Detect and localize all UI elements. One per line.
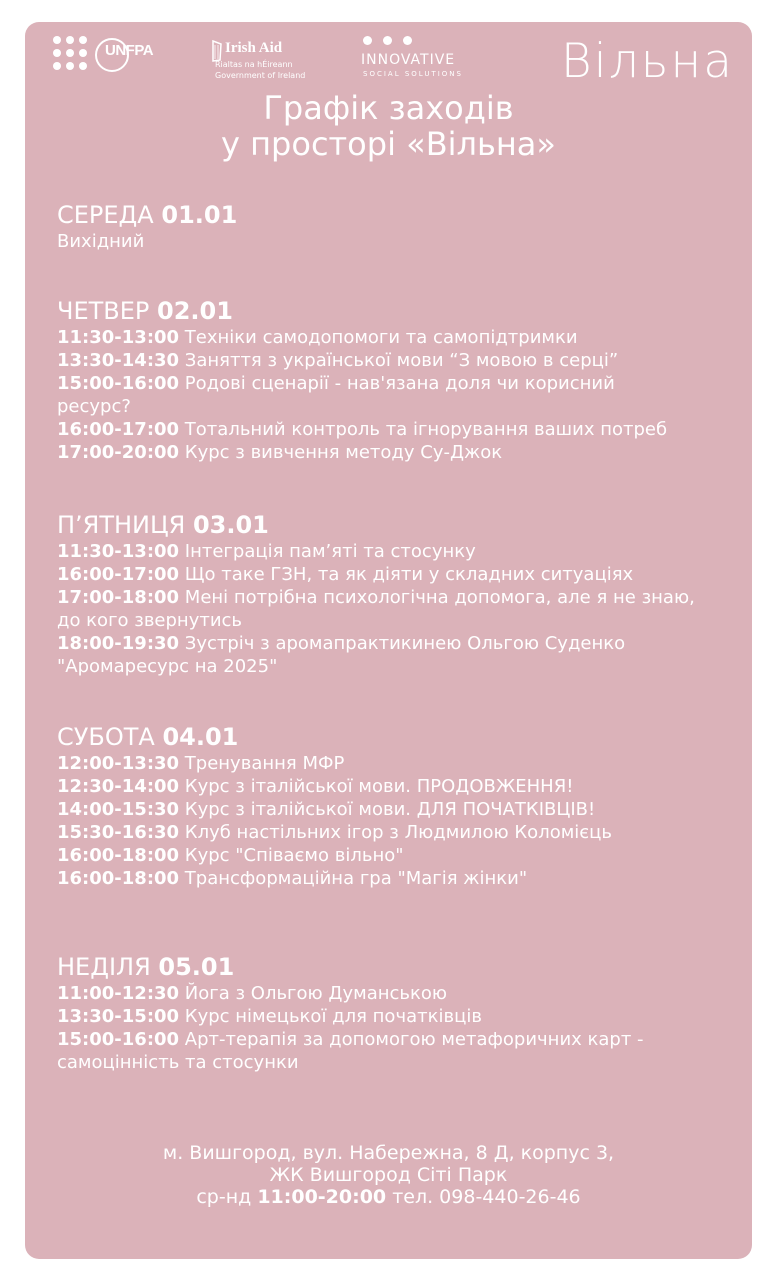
- event-title: Родові сценарії - нав'язана доля чи корисний: [184, 373, 615, 394]
- day-heading: [57, 296, 737, 326]
- day-heading: [57, 510, 737, 540]
- event-title: Тренування МФР: [184, 753, 345, 774]
- day-name: СУБОТА: [57, 723, 155, 751]
- hours-line: [25, 1186, 752, 1208]
- event-item: [57, 844, 737, 867]
- event-item: [57, 441, 737, 464]
- event-title-cont: до кого звернутись: [57, 610, 243, 631]
- event-item: [57, 326, 737, 349]
- logo-row: [25, 22, 752, 92]
- irish-aid-line3: Government of Ireland: [215, 71, 306, 80]
- event-title: Арт-терапія за допомогою метафоричних карт -: [184, 1029, 644, 1050]
- day-name: СЕРЕДА: [57, 201, 154, 229]
- dots-icon: [53, 36, 97, 80]
- address-line-1: м. Вишгород, вул. Набережна, 8 Д, корпус 3,: [162, 1142, 615, 1164]
- day-date: 04.01: [162, 723, 239, 751]
- event-time: 12:00-13:30: [57, 753, 180, 774]
- open-days: ср-нд: [196, 1186, 252, 1208]
- event-time: 13:30-15:00: [57, 1006, 180, 1027]
- day-note: Вихідний: [57, 231, 145, 252]
- day-name: ЧЕТВЕР: [57, 297, 150, 325]
- event-item: [57, 349, 737, 372]
- dot-icon: [403, 36, 412, 45]
- day-section: [57, 510, 737, 678]
- day-section: [57, 296, 737, 464]
- event-item: [57, 752, 737, 775]
- day-name: НЕДІЛЯ: [57, 953, 151, 981]
- event-title: Заняття з української мови “З мовою в серці”: [184, 350, 619, 371]
- address-line-2: ЖК Вишгород Сіті Парк: [269, 1164, 508, 1186]
- event-time: 11:30-13:00: [57, 327, 180, 348]
- event-time: 15:00-16:00: [57, 373, 180, 394]
- event-time: 11:30-13:00: [57, 541, 180, 562]
- dot-icon: [383, 36, 392, 45]
- page-title: [25, 90, 752, 162]
- event-item: [57, 632, 737, 678]
- event-title: Курс з італійської мови. ПРОДОВЖЕННЯ!: [184, 776, 574, 797]
- brand-logo: Вільна: [560, 34, 734, 89]
- event-item: [57, 563, 737, 586]
- day-date: 02.01: [157, 297, 233, 325]
- event-title: Інтеграція пам’яті та стосунку: [184, 541, 476, 562]
- phone: тел. 098-440-26-46: [392, 1186, 581, 1208]
- title-line-1: Графік заходів: [263, 89, 514, 127]
- event-title: Курс з італійської мови. ДЛЯ ПОЧАТКІВЦІВ!: [184, 799, 596, 820]
- open-hours: 11:00-20:00: [257, 1186, 387, 1208]
- day-section: [57, 200, 737, 253]
- event-time: 13:30-14:30: [57, 350, 180, 371]
- innovative-name: INNOVATIVE: [361, 52, 456, 68]
- event-item: [57, 867, 737, 890]
- event-title: Курс "Співаємо вільно": [184, 845, 404, 866]
- event-time: 17:00-20:00: [57, 442, 180, 463]
- day-name: П’ЯТНИЦЯ: [57, 511, 186, 539]
- event-time: 16:00-18:00: [57, 845, 180, 866]
- irish-aid-line2: Rialtas na hÉireann: [215, 60, 293, 69]
- dot-icon: [363, 36, 372, 45]
- event-title-cont: "Аромаресурс на 2025": [57, 656, 278, 677]
- event-title: Тотальний контроль та ігнорування ваших потреб: [184, 419, 668, 440]
- irish-aid-logo: [211, 38, 311, 86]
- event-title: Що таке ГЗН, та як діяти у складних ситуаціях: [184, 564, 634, 585]
- event-time: 15:30-16:30: [57, 822, 180, 843]
- event-item: [57, 586, 737, 632]
- event-title: Йога з Ольгою Думанською: [184, 983, 448, 1004]
- title-line-2: у просторі «Вільна»: [221, 125, 556, 163]
- event-time: 18:00-19:30: [57, 633, 180, 654]
- event-item: [57, 372, 737, 418]
- event-title-cont: ресурс?: [57, 396, 131, 417]
- day-heading: [57, 952, 737, 982]
- event-item: [57, 1028, 737, 1074]
- event-time: 17:00-18:00: [57, 587, 180, 608]
- event-title: Техніки самодопомоги та самопідтримки: [184, 327, 578, 348]
- event-title: Мені потрібна психологічна допомога, але я не знаю,: [184, 587, 695, 608]
- event-time: 15:00-16:00: [57, 1029, 180, 1050]
- event-item: [57, 982, 737, 1005]
- event-title: Зустріч з аромапрактикинею Ольгою Суденко: [184, 633, 626, 654]
- unfpa-logo: [53, 36, 154, 84]
- event-time: 14:00-15:30: [57, 799, 180, 820]
- schedule-card: [25, 22, 752, 1259]
- event-time: 12:30-14:00: [57, 776, 180, 797]
- event-title-cont: самоцінність та стосунки: [57, 1052, 299, 1073]
- event-item: [57, 821, 737, 844]
- irish-aid-name: Irish Aid: [225, 40, 283, 56]
- day-date: 01.01: [161, 201, 238, 229]
- day-section: [57, 952, 737, 1074]
- innovative-logo: [361, 36, 481, 84]
- event-item: [57, 1005, 737, 1028]
- event-time: 16:00-17:00: [57, 564, 180, 585]
- footer: [25, 1142, 752, 1208]
- event-time: 11:00-12:30: [57, 983, 180, 1004]
- event-title: Курс з вивчення методу Су-Джок: [184, 442, 503, 463]
- event-item: [57, 798, 737, 821]
- day-date: 05.01: [158, 953, 235, 981]
- event-item: [57, 775, 737, 798]
- event-title: Трансформаційна гра "Магія жінки": [184, 868, 528, 889]
- day-date: 03.01: [192, 511, 269, 539]
- day-heading: [57, 722, 737, 752]
- day-heading: [57, 200, 737, 230]
- event-item: [57, 418, 737, 441]
- event-title: Клуб настільних ігор з Людмилою Коломієць: [184, 822, 613, 843]
- harp-icon: [211, 40, 223, 62]
- day-section: [57, 722, 737, 890]
- event-time: 16:00-17:00: [57, 419, 180, 440]
- innovative-sub: SOCIAL SOLUTIONS: [363, 70, 463, 78]
- event-time: 16:00-18:00: [57, 868, 180, 889]
- event-title: Курс німецької для початківців: [184, 1006, 482, 1027]
- unfpa-text: UNFPA: [105, 42, 154, 59]
- event-item: [57, 540, 737, 563]
